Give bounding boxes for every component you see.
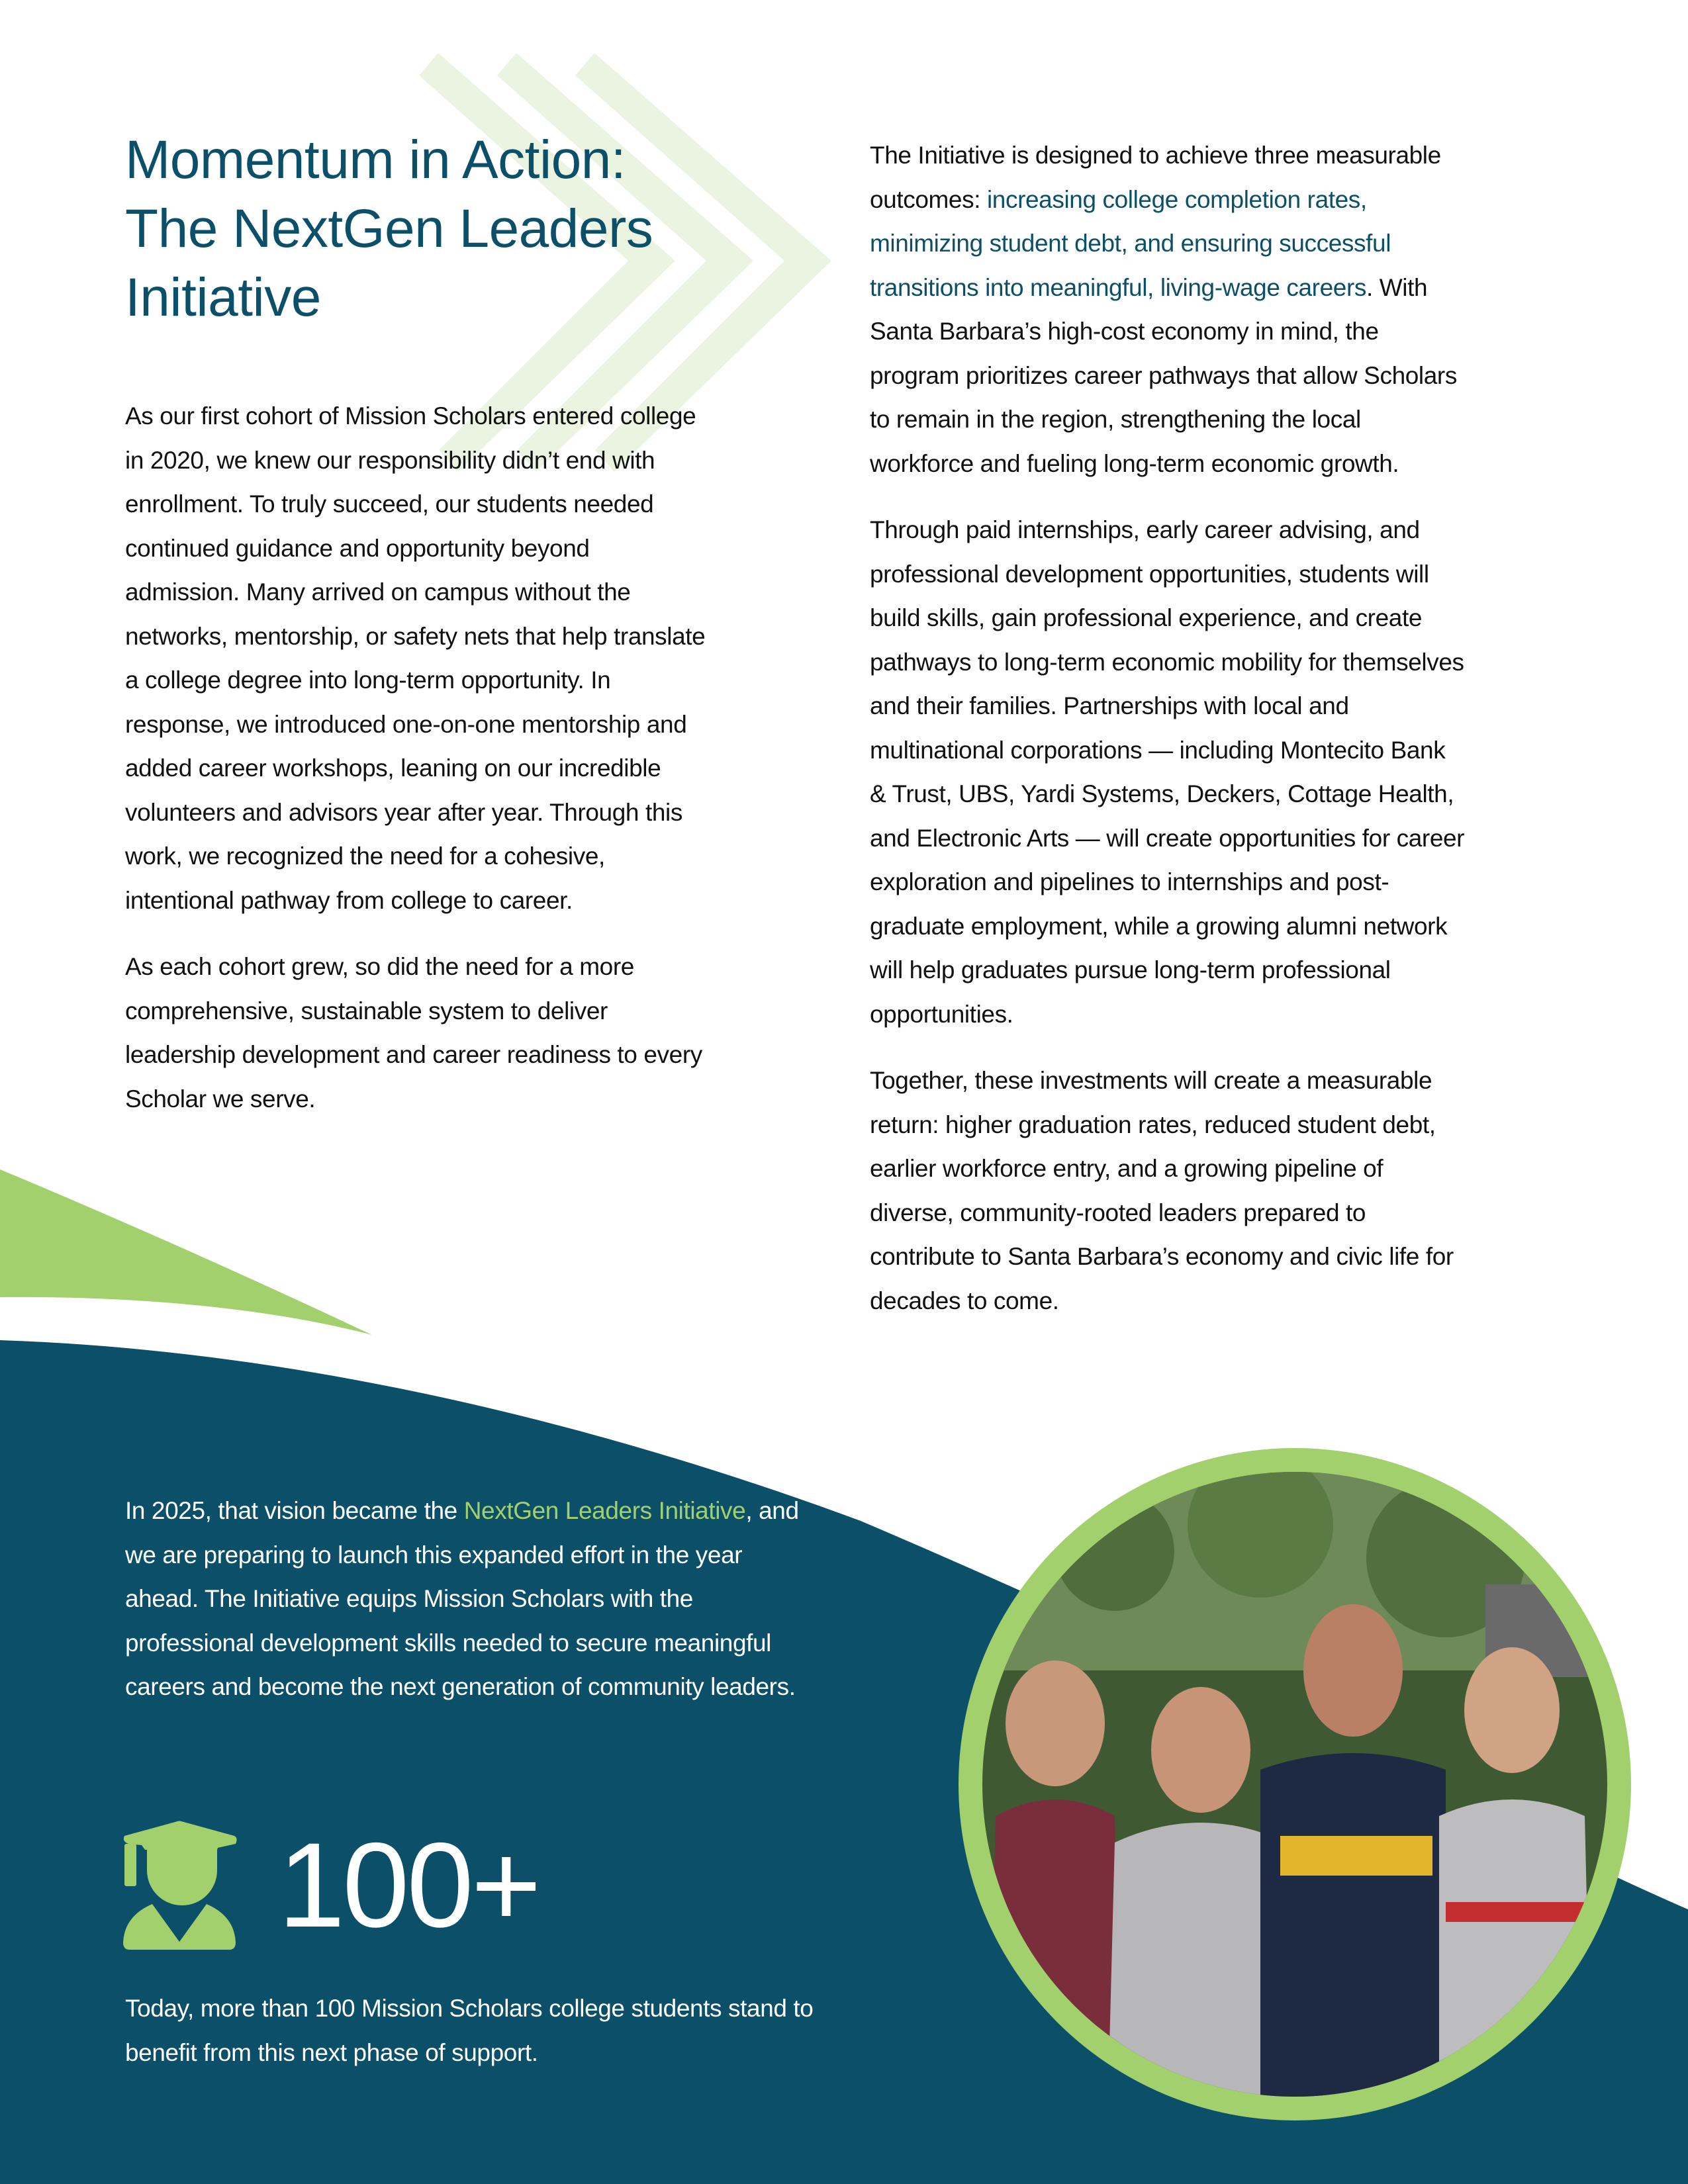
right-paragraph-2: Through paid internships, early career advising, and professional development opportunities, students will build skills, gain professional experience, and create pathways to long-term economic mobility for themselves and their families. Partnerships with local and multinational corporations — including Montecito Bank & Trust, UBS, Yardi Systems, Deckers, Cottage Health, and Electronic Arts — will create opportunities for career exploration and pipelines to internships and post-graduate employment, while a growing alumni network will help graduates pursue long-term professional opportunities.: [870, 516, 1465, 1028]
outcomes-tail: . With Santa Barbara’s high-cost economy in mind, the program prioritizes career pathways that allow Scholars to remain in the region, strengthening the local workforce and fueling long-term economic growth.: [870, 273, 1457, 477]
feature-text: [125, 1489, 814, 1709]
right-paragraph-1: [870, 134, 1466, 486]
graduate-icon: [122, 1820, 237, 1950]
title-line-1: Momentum in Action:: [125, 130, 626, 190]
scholars-photo-illustration: [982, 1472, 1607, 2097]
outcomes-highlight: increasing college completion rates, minimizing student debt, and ensuring successful transitions into meaningful, living-wage careers: [870, 185, 1391, 301]
feature-lead: In 2025, that vision became the: [125, 1497, 464, 1524]
stat-value: 100+: [278, 1817, 539, 1952]
left-column: [125, 394, 708, 1144]
right-paragraph-3: Together, these investments will create a measurable return: higher graduation rates, reduced student debt, earlier workforce entry, and a growing pipeline of diverse, community-rooted leaders prepared to contribute to Santa Barbara’s economy and civic life for decades to come.: [870, 1067, 1454, 1314]
stat-caption: Today, more than 100 Mission Scholars college students stand to benefit from this next phase of support.: [125, 1995, 814, 2066]
initiative-name-highlight: NextGen Leaders Initiative: [463, 1497, 746, 1524]
feature-paragraph: [125, 1489, 814, 1709]
left-paragraph-1: As our first cohort of Mission Scholars entered college in 2020, we knew our responsibility didn’t end with enrollment. To truly succeed, our students needed continued guidance and opportunity beyond admission. Many arrived on campus without the networks, mentorship, or safety nets that help translate a college degree into long-term opportunity. In response, we introduced one-on-one mentorship and added career workshops, leaning on our incredible volunteers and advisors year after year. Through this work, we recognized the need for a cohesive, intentional pathway from college to career.: [125, 402, 706, 914]
photo-frame: [959, 1448, 1631, 2120]
stat-block: [122, 1819, 539, 1951]
page-title: [125, 126, 721, 332]
left-paragraph-2: As each cohort grew, so did the need for a more comprehensive, sustainable system to deliver leadership development and career readiness to every Scholar we serve.: [125, 953, 702, 1113]
scholars-photo: [982, 1472, 1607, 2097]
outcomes-lead: The Initiative is designed to achieve three measurable outcomes:: [870, 142, 1441, 213]
title-line-2: The NextGen Leaders: [125, 199, 653, 259]
title-line-3: Initiative: [125, 267, 321, 328]
right-column: [870, 134, 1466, 1345]
feature-tail: , and we are preparing to launch this expanded effort in the year ahead. The Initiative equips Mission Scholars with the professional development skills needed to secure meaningful careers and become the next generation of community leaders.: [125, 1497, 799, 1700]
green-swoosh-decoration: [0, 1169, 372, 1335]
